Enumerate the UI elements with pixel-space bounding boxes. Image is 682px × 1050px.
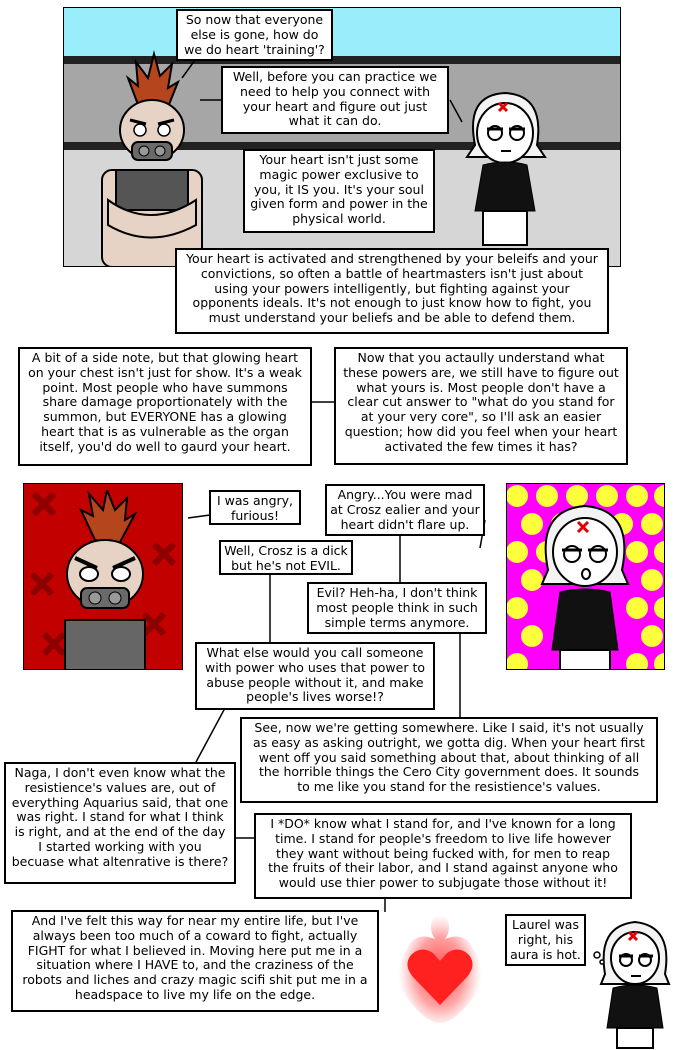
speech-bubble-4: Your heart is activated and strengthened by your beleifs and your convictions, so often a battle of heartmasters isn't just about using your powers intelligently, but fighting against your opponents ideals. It's not enough to just know how to fight, you must understand your beliefs and be able to defend them. bbox=[175, 248, 609, 334]
speech-bubble-8: Angry...You were mad at Crosz ealier and your heart didn't flare up. bbox=[325, 484, 485, 536]
white-haired-character bbox=[455, 85, 555, 255]
speech-bubble-10: Evil? Heh-ha, I don't think most people think in such simple terms anymore. bbox=[307, 582, 487, 634]
speech-bubble-1: So now that everyone else is gone, how do we do heart 'training'? bbox=[176, 9, 333, 61]
speech-bubble-13: Naga, I don't even know what the resistience's values are, out of everything Aquarius said, that one was right. I stand for what I think is right, and at the end of the day I started working with you becuase what altenrative is there? bbox=[4, 762, 236, 884]
speech-bubble-7: I was angry, furious! bbox=[209, 490, 301, 525]
speech-bubble-14: I *DO* know what I stand for, and I've known for a long time. I stand for people's freedom to live life however they want without being fucked with, for men to reap the fruits of their labor, and I stand against anyone who would use thier power to subjugate those without it! bbox=[254, 813, 632, 899]
sky-background bbox=[64, 8, 621, 56]
white-haired-character-tired bbox=[530, 500, 640, 670]
speech-bubble-9: Well, Crosz is a dick but he's not EVIL. bbox=[219, 540, 353, 575]
speech-bubble-11: What else would you call someone with power who uses that power to abuse people without it, and make people's lives worse!? bbox=[195, 642, 435, 710]
speech-bubble-16: Laurel was right, his aura is hot. bbox=[505, 914, 586, 966]
speech-bubble-6: Now that you actaully understand what these powers are, we still have to figure out what yours is. Most people don't have a clear cut answer to "what do you stand for at your very core", so I'll ask an easier question; how did you feel when your heart activated the few times it has? bbox=[334, 347, 628, 465]
speech-bubble-12: See, now we're getting somewhere. Like I said, it's not usually as easy as asking outright, we gotta dig. When your heart first went off you said something about that, about thinking of all the horrible things the Cero City government does. It sounds to me like you stand for the resistience's values. bbox=[240, 717, 658, 803]
speech-bubble-2: Well, before you can practice we need to help you connect with your heart and figure out just what it can do. bbox=[221, 66, 449, 134]
speech-bubble-15: And I've felt this way for near my entire life, but I've always been too much of a coward to fight, actually FIGHT for what I believed in. Moving here put me in a situation where I HAVE to, and the craziness of the robots and liches and crazy magic scifi shit put me in a headspace to live my life on the edge. bbox=[11, 910, 379, 1012]
mohawk-character-angry bbox=[45, 490, 165, 670]
glowing-heart bbox=[385, 905, 495, 1025]
mohawk-character-arms-crossed bbox=[80, 50, 220, 267]
speech-bubble-5: A bit of a side note, but that glowing heart on your chest isn't just for show. It's a weak point. Most people who have summons share damage proportionately with the summon, but EVERYONE has a glowing heart that is as vulnerable as the organ itself, you'd do well to gaurd your heart. bbox=[18, 347, 312, 466]
white-haired-character-bottom bbox=[595, 918, 675, 1050]
speech-bubble-3: Your heart isn't just some magic power exclusive to you, it IS you. It's your soul given form and power in the physical world. bbox=[243, 149, 435, 233]
